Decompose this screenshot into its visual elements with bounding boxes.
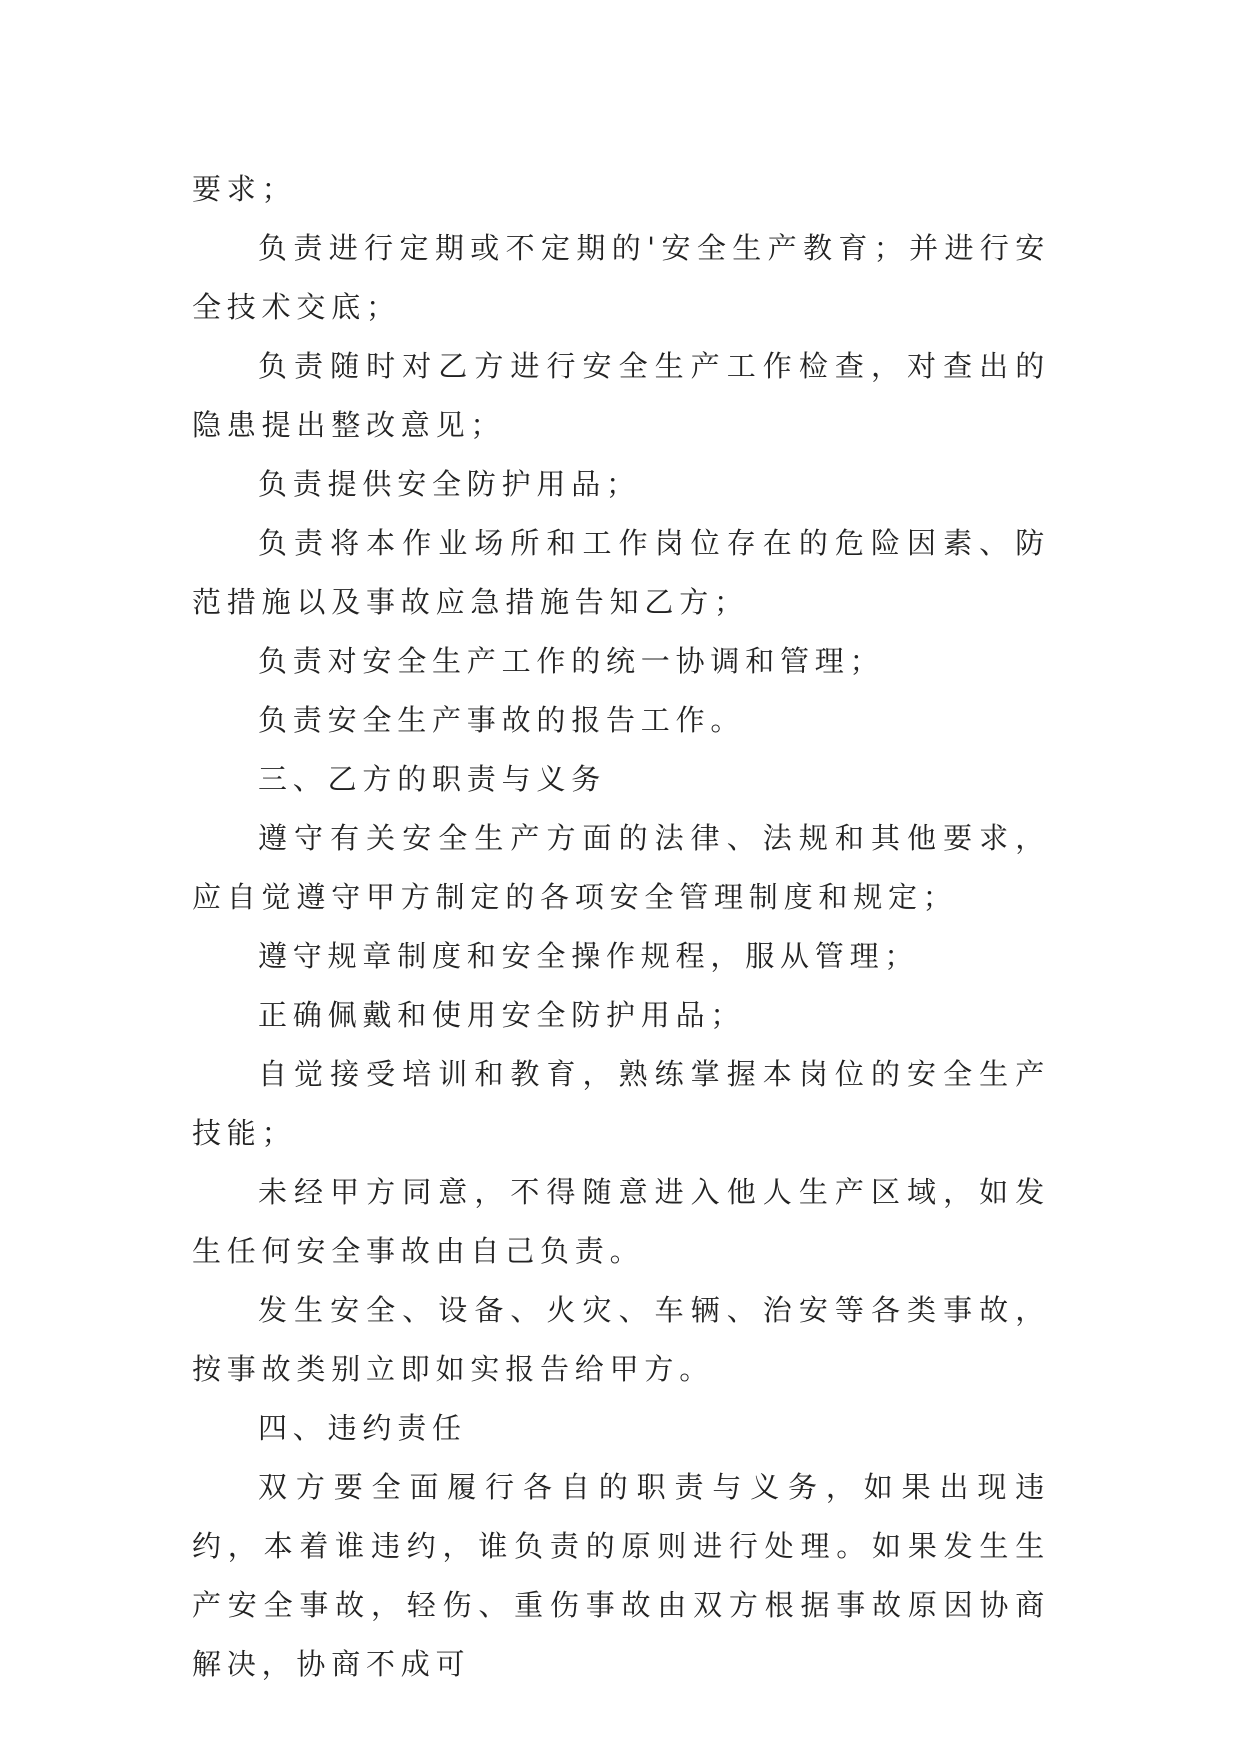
paragraph-2: 负责随时对乙方进行安全生产工作检查，对查出的隐患提出整改意见； — [192, 349, 1050, 442]
paragraph-10: 正确佩戴和使用安全防护用品； — [258, 998, 746, 1032]
paragraph-5: 负责对安全生产工作的统一协调和管理； — [258, 644, 885, 678]
paragraph-12: 未经甲方同意，不得随意进入他人生产区域，如发生任何安全事故由自己负责。 — [192, 1175, 1050, 1268]
paragraph-6: 负责安全生产事故的报告工作。 — [258, 703, 746, 737]
paragraph-9: 遵守规章制度和安全操作规程，服从管理； — [258, 939, 920, 973]
section-heading-3: 三、乙方的职责与义务 — [258, 762, 607, 796]
paragraph-8: 遵守有关安全生产方面的法律、法规和其他要求，应自觉遵守甲方制定的各项安全管理制度和规定； — [192, 821, 1050, 914]
paragraph-11: 自觉接受培训和教育，熟练掌握本岗位的安全生产技能； — [192, 1057, 1050, 1150]
paragraph-13: 发生安全、设备、火灾、车辆、治安等各类事故，按事故类别立即如实报告给甲方。 — [192, 1293, 1050, 1386]
paragraph-1: 负责进行定期或不定期的'安全生产教育；并进行安全技术交底； — [192, 231, 1050, 324]
paragraph-15: 双方要全面履行各自的职责与义务，如果出现违约，本着谁违约，谁负责的原则进行处理。如果发生生产安全事故，轻伤、重伤事故由双方根据事故原因协商解决，协商不成可 — [192, 1470, 1050, 1681]
document-body — [192, 160, 1050, 1694]
paragraph-3: 负责提供安全防护用品； — [258, 467, 641, 501]
paragraph-4: 负责将本作业场所和工作岗位存在的危险因素、防范措施以及事故应急措施告知乙方； — [192, 526, 1050, 619]
paragraph-0: 要求； — [192, 172, 297, 206]
section-heading-4: 四、违约责任 — [258, 1411, 467, 1445]
